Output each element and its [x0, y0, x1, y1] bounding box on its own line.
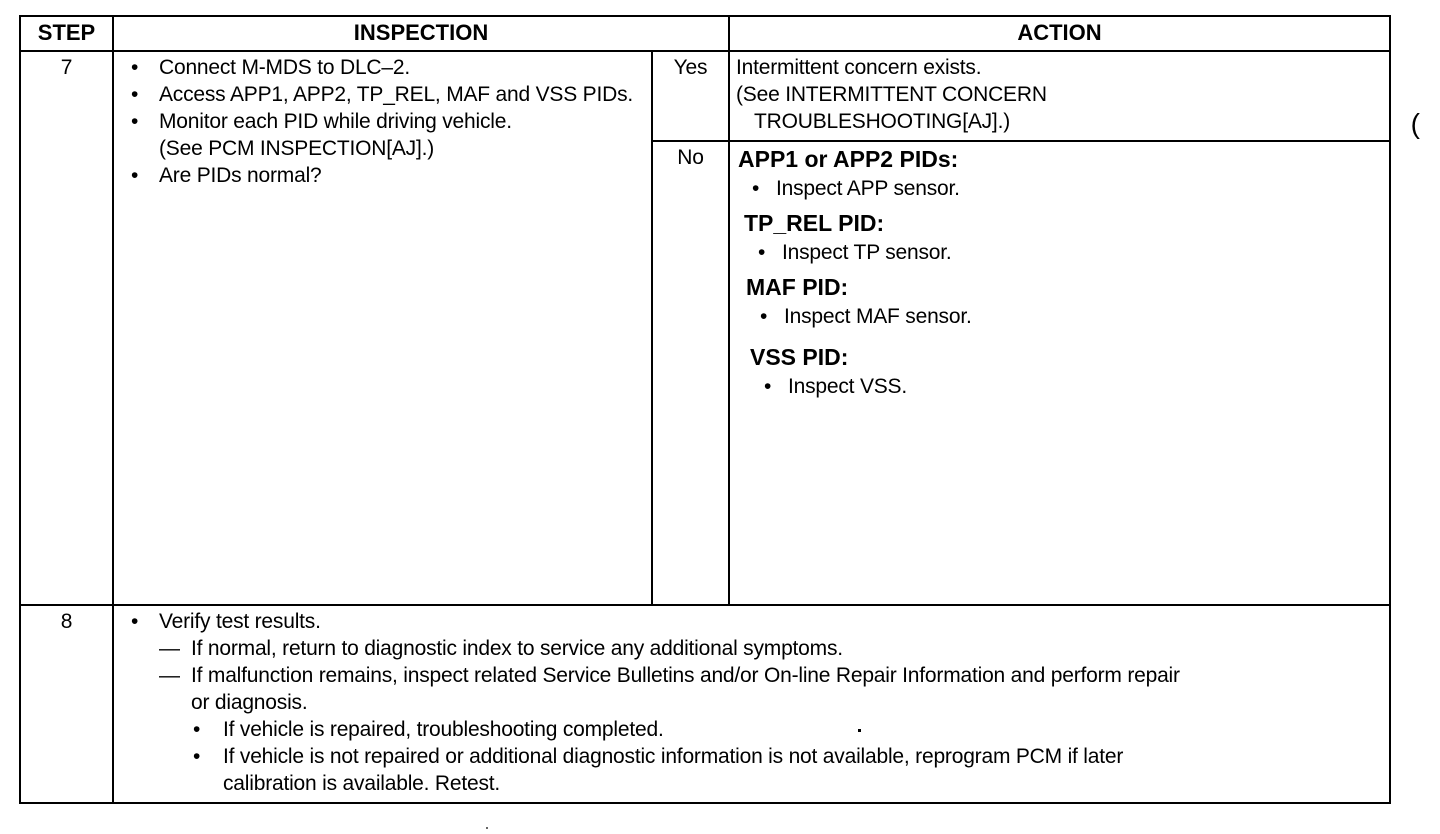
no-group-item: • Inspect TP sensor.: [744, 238, 1376, 268]
inspection-item: • Access APP1, APP2, TP_REL, MAF and VSS PIDs.: [121, 81, 641, 108]
step-column-divider: [112, 17, 114, 802]
step8-dash-continuation: or diagnosis.: [191, 691, 308, 714]
no-group-heading: MAF PID:: [746, 274, 849, 300]
answer-column-divider: [651, 52, 653, 604]
diagnostic-table: [19, 15, 1391, 804]
no-group-heading: VSS PID:: [750, 344, 849, 370]
header-action: ACTION: [1017, 20, 1102, 45]
step7-inspection: [121, 54, 641, 189]
step8-lead: • Verify test results.: [121, 608, 1383, 635]
no-group-heading: TP_REL PID:: [744, 210, 885, 236]
inspection-item: • Monitor each PID while driving vehicle.: [121, 108, 641, 135]
inspection-item: • Are PIDs normal?: [121, 162, 641, 189]
no-group-item: • Inspect MAF sensor.: [746, 302, 1376, 332]
yes-no-divider: [653, 140, 1389, 142]
no-action: [736, 144, 1376, 402]
no-group-maf: [736, 272, 1376, 332]
answer-no: No: [677, 146, 704, 169]
row-divider: [21, 604, 1389, 606]
step8-inspection: [121, 608, 1383, 797]
answer-yes: Yes: [673, 56, 708, 79]
step8-dash-item: — If normal, return to diagnostic index to service any additional symptoms.: [121, 635, 1383, 662]
step8-sub-continuation: calibration is available. Retest.: [223, 772, 501, 795]
header-step: STEP: [37, 20, 96, 45]
yes-action-line: TROUBLESHOOTING[AJ].): [754, 110, 1010, 133]
action-column-divider: [728, 17, 730, 604]
inspection-reference: (See PCM INSPECTION[AJ].): [159, 137, 435, 160]
no-group-vss: [736, 342, 1376, 402]
step8-sub-item: • If vehicle is not repaired or additional diagnostic information is not available, reprogram PCM if later: [121, 743, 1383, 770]
margin-mark: (: [1410, 108, 1420, 139]
step8-sub-item: • If vehicle is repaired, troubleshooting completed.: [121, 716, 1383, 743]
no-group-tp: [736, 208, 1376, 268]
no-group-app: [736, 144, 1376, 204]
header-divider: [21, 50, 1389, 52]
no-group-item: • Inspect APP sensor.: [738, 174, 1376, 204]
step8-dash-item: — If malfunction remains, inspect related Service Bulletins and/or On-line Repair Information and perform repair: [121, 662, 1383, 689]
inspection-item: • Connect M-MDS to DLC–2.: [121, 54, 641, 81]
step-number-7: 7: [60, 56, 73, 79]
speck-mark: [486, 827, 488, 829]
no-group-heading: APP1 or APP2 PIDs:: [738, 146, 959, 172]
header-inspection: INSPECTION: [353, 20, 489, 45]
no-group-item: • Inspect VSS.: [750, 372, 1376, 402]
yes-action-line: (See INTERMITTENT CONCERN: [736, 83, 1047, 106]
yes-action: [736, 54, 1376, 135]
speck-mark: [858, 729, 861, 732]
step-number-8: 8: [60, 610, 73, 633]
yes-action-line: Intermittent concern exists.: [736, 56, 982, 79]
